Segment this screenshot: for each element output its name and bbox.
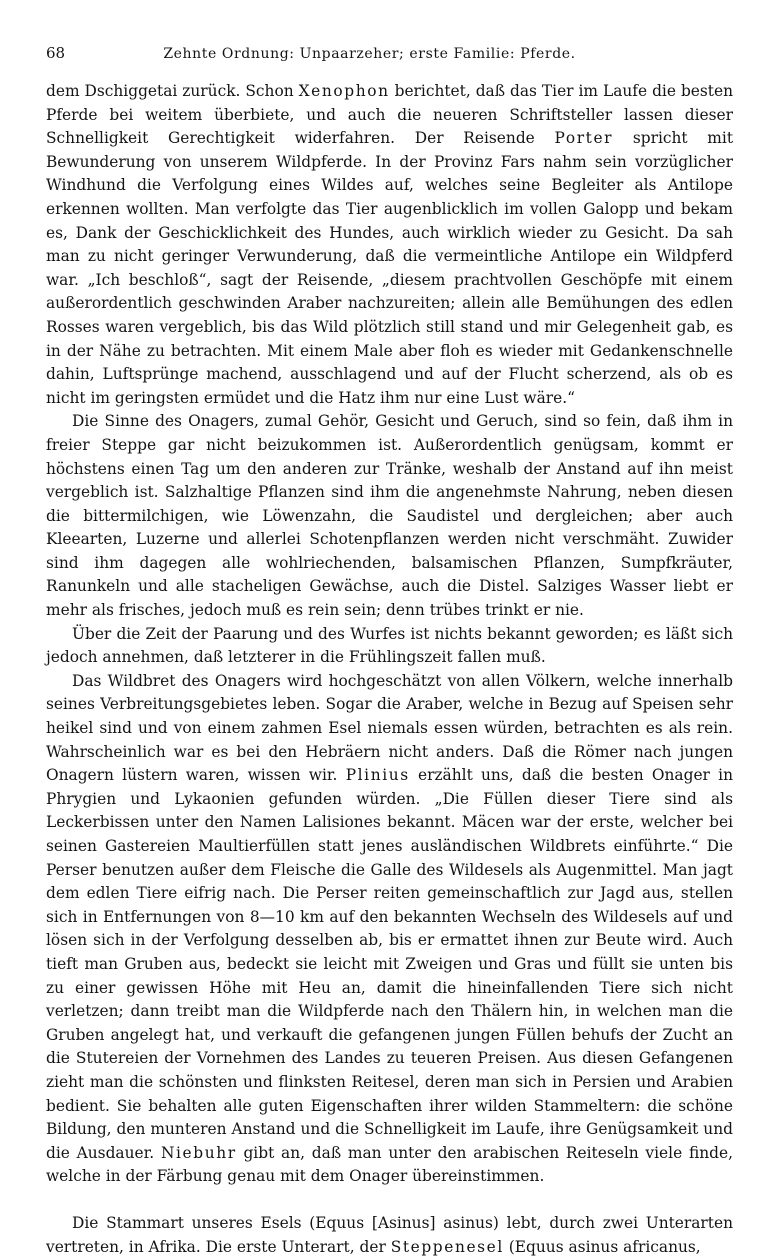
paragraph-3 [46,623,733,670]
paragraph-2 [46,410,733,622]
running-head [46,44,733,64]
spaced-name: Porter [554,129,614,148]
text-run: Das Wildbret des Onagers wird hochgeschätzt von allen Völkern, welche innerhalb seines Verbreitungsgebietes leben. Sogar die Araber, welche in Bezug auf Speisen sehr heikel sind und von einem zahmen Esel niemals essen würden, betrachten es als rein. Wahrscheinlich war es bei den Hebräern nicht anders. Daß die Römer nach jungen Onagern lüstern waren, wissen wir. [46,671,733,785]
text-run: Die Sinne des Onagers, zumal Gehör, Gesicht und Geruch, sind so fein, daß ihm in freier Steppe gar nicht beizukommen ist. Außerordentlich genügsam, kommt er höchstens einen Tag um den anderen zur Tränke, weshalb der Anstand auf ihn meist vergeblich ist. Salzhaltige Pflanzen sind ihm die angenehmste Nahrung, neben diesen die bittermilchigen, wie Löwenzahn, die Saudistel und dergleichen; aber auch Kleearten, Luzerne und allerlei Schotenpflanzen werden nicht verschmäht. Zuwider sind ihm dagegen alle wohlriechenden, balsamischen Pflanzen, Sumpfkräuter, Ranunkeln und alle stacheligen Gewächse, auch die Distel. Salziges Wasser liebt er mehr als frisches, jedoch muß es rein sein; denn trübes trinkt er nie. [46,412,733,620]
running-title: Zehnte Ordnung: Unpaarzeher; erste Familie: Pferde. [163,46,576,62]
text-run: (Equus asinus africanus, [503,1237,701,1256]
page-number: 68 [46,44,66,62]
text-run: spricht mit Bewunderung von unserem Wildpferde. In der Provinz Fars nahm sein vorzüglicher Windhund die Verfolgung eines Wildes auf, welches seine Begleiter als Antilope erkennen wollten. Man verfolgte das Tier augenblicklich im vollen Galopp und bekam es, Dank der Geschicklichkeit des Hundes, auch wirklich wieder zu Gesicht. Da sah man zu nicht geringer Verwunderung, daß die vermeintliche Antilope ein Wildpferd war. „Ich beschloß“, sagt der Reisende, „diesem prachtvollen Geschöpfe mit einem außerordentlich geschwinden Araber nachzureiten; allein alle Bemühungen des edlen Rosses waren vergeblich, bis das Wild plötzlich still stand und mir Gelegenheit gab, es in der Nähe zu betrachten. Mit einem Male aber floh es wieder mit Gedankenschnelle dahin, Luftsprünge machend, ausschlagend und auf der Flucht scherzend, als ob es nicht im geringsten ermüdet und die Hatz ihm nur eine Lust wäre.“ [46,129,734,407]
body-text [46,80,733,1259]
text-run: berichtet, daß das Tier im Laufe die besten Pferde bei weitem überbiete, und auch die neueren Schriftsteller lassen dieser Schnelligkeit Gerechtigkeit widerfahren. Der Reisende [46,82,734,148]
paragraph-1 [46,80,733,410]
text-run: gibt an, daß man unter den arabischen Reiteseln viele finde, welche in der Färbung genau mit dem Onager übereinstimmen. [46,1143,733,1186]
text-run: erzählt uns, daß die besten Onager in Phrygien und Lykaonien gefunden würden. „Die Füllen dieser Tiere sind als Leckerbissen unter den Namen Lalisiones bekannt. Mäcen war der erste, welcher bei seinen Gastereien Maultierfüllen statt jenes ausländischen Wildbrets einführte.“ Die Perser benutzen außer dem Fleische die Galle des Wildesels als Augenmittel. Man jagt dem edlen Tiere eifrig nach. Die Perser reiten gemeinschaftlich zur Jagd aus, stellen sich in Entfernungen von 8—10 km auf den bekannten Wechseln des Wildesels auf und lösen sich in der Verfolgung desselben ab, bis er ermattet ihnen zur Beute wird. Auch tieft man Gruben aus, bedeckt sie leicht mit Zweigen und Gras und füllt sie unten bis zu einer gewissen Höhe mit Heu an, damit die hineinfallenden Tiere sich nicht verletzen; dann treibt man die Wildpferde nach den Thälern hin, in welchen man die Gruben angelegt hat, und verkauft die gefangenen jungen Füllen behufs der Zucht an die Stutereien der Vornehmen des Landes zu teueren Preisen. Aus diesen Gefangenen zieht man die schönsten und flinksten Reitesel, deren man sich in Persien und Arabien bedient. Sie behalten alle guten Eigenschaften ihrer wilden Stammeltern: die schöne Bildung, den munteren Anstand und die Schnelligkeit im Laufe, ihre Genügsamkeit und die Ausdauer. [46,766,733,1162]
spaced-name: Plinius [345,766,410,785]
spaced-name: Steppenesel [390,1237,504,1256]
text-run: Über die Zeit der Paarung und des Wurfes ist nichts bekannt geworden; es läßt sich jedoch annehmen, daß letzterer in die Frühlingszeit fallen muß. [46,624,733,667]
text-run: Die Stammart unseres Esels (Equus [Asinus] asinus) lebt, durch zwei Unterarten vertreten, in Afrika. Die erste Unterart, der [46,1213,733,1256]
spaced-name: Xenophon [298,82,390,100]
paragraph-5 [46,1212,733,1259]
text-run: dem Dschiggetai zurück. Schon [46,82,299,100]
spaced-name: Niebuhr [160,1143,237,1162]
paragraph-4 [46,670,733,1189]
